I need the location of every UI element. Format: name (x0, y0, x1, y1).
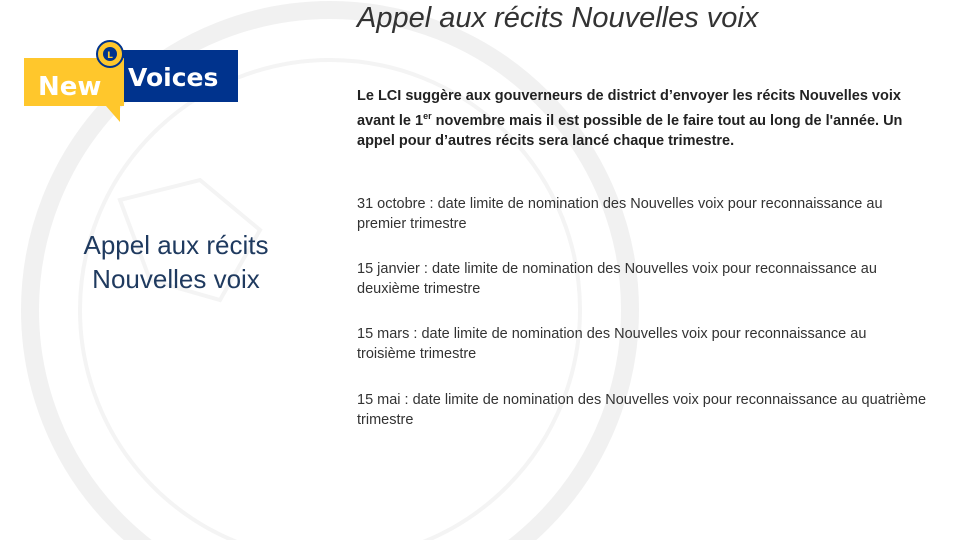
section-title (40, 228, 312, 296)
intro-text-part1: Le LCI suggère aux gouverneurs de district d’envoyer les récits Nouvelles voix avant le 1 (357, 88, 901, 129)
svg-text:L: L (107, 51, 113, 61)
intro-text-part2: novembre mais il est possible de le faire tout au long de l'année. Un appel pour d’autres récits sera lancé chaque trimestre. (357, 112, 903, 149)
deadline-item-q4: 15 mai : date limite de nomination des Nouvelles voix pour reconnaissance au quatrième trimestre (357, 392, 927, 428)
logo-word-new: New (38, 72, 102, 102)
section-title-line1: Appel aux récits (83, 230, 269, 260)
page-title: Appel aux récits Nouvelles voix (357, 2, 759, 34)
intro-superscript: er (423, 111, 432, 121)
deadline-item-q1: 31 octobre : date limite de nomination des Nouvelles voix pour reconnaissance au premier trimestre (357, 196, 883, 232)
deadline-item-q2: 15 janvier : date limite de nomination des Nouvelles voix pour reconnaissance au deuxième trimestre (357, 261, 877, 297)
content-area (357, 86, 927, 428)
section-title-line2: Nouvelles voix (92, 264, 260, 294)
intro-paragraph (357, 86, 927, 151)
logo-word-voices: Voices (128, 63, 219, 92)
new-voices-logo (24, 40, 240, 124)
deadline-item-q3: 15 mars : date limite de nomination des Nouvelles voix pour reconnaissance au troisième trimestre (357, 326, 867, 362)
